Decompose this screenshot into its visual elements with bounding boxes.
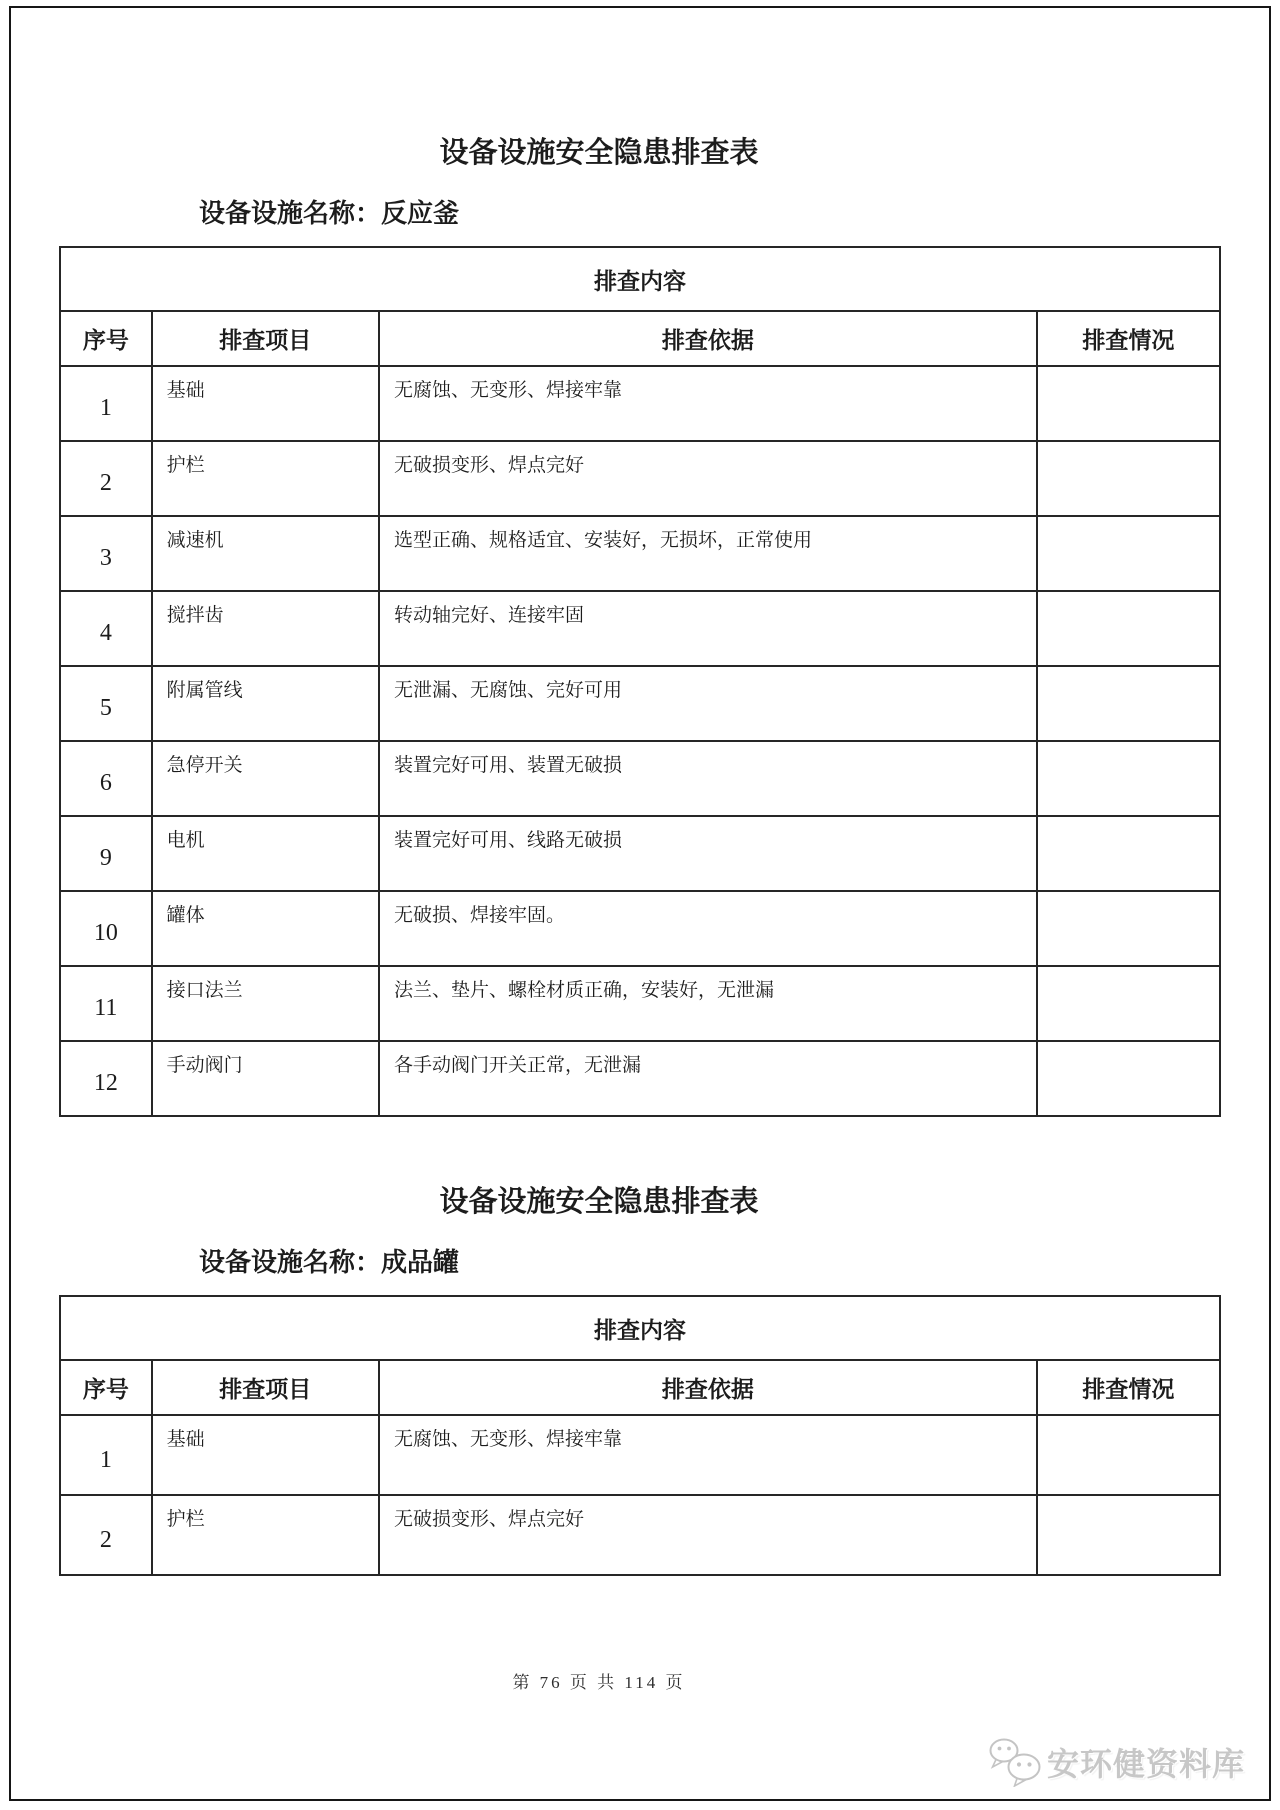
watermark (987, 1737, 1245, 1787)
form-title: 设备设施安全隐患排查表 (439, 137, 759, 169)
inspection-table (59, 1295, 1221, 1576)
serial-cell: 9 (60, 816, 152, 891)
item-cell: 急停开关 (152, 741, 379, 816)
table-row (60, 1495, 1220, 1575)
basis-cell: 无破损、焊接牢固。 (379, 891, 1037, 966)
item-cell: 减速机 (152, 516, 379, 591)
device-name-line (199, 1245, 1221, 1281)
basis-cell: 无破损变形、焊点完好 (379, 441, 1037, 516)
serial-cell: 2 (60, 1495, 152, 1575)
table-row (60, 516, 1220, 591)
basis-cell: 法兰、垫片、螺栓材质正确，安装好，无泄漏 (379, 966, 1037, 1041)
status-cell (1037, 441, 1220, 516)
device-name-label: 设备设施名称： (199, 1248, 382, 1277)
basis-cell: 装置完好可用、装置无破损 (379, 741, 1037, 816)
form-title-row (59, 1117, 1139, 1223)
item-cell: 搅拌齿 (152, 591, 379, 666)
section-header: 排查内容 (60, 247, 1220, 311)
item-cell: 接口法兰 (152, 966, 379, 1041)
basis-cell: 各手动阀门开关正常，无泄漏 (379, 1041, 1037, 1116)
table-row (60, 366, 1220, 441)
serial-cell: 3 (60, 516, 152, 591)
inspection-table (59, 246, 1221, 1117)
serial-cell: 1 (60, 366, 152, 441)
item-cell: 基础 (152, 366, 379, 441)
basis-cell: 无腐蚀、无变形、焊接牢靠 (379, 1415, 1037, 1495)
status-cell (1037, 591, 1220, 666)
column-header-status: 排查情况 (1037, 311, 1220, 366)
table-row (60, 966, 1220, 1041)
column-header-item: 排查项目 (152, 1360, 379, 1415)
table-row (60, 741, 1220, 816)
basis-cell: 无破损变形、焊点完好 (379, 1495, 1037, 1575)
table-row (60, 591, 1220, 666)
basis-cell: 转动轴完好、连接牢固 (379, 591, 1037, 666)
status-cell (1037, 366, 1220, 441)
item-cell: 护栏 (152, 441, 379, 516)
device-name-line (199, 196, 1221, 232)
inspection-form-product-tank (59, 1117, 1221, 1576)
serial-cell: 1 (60, 1415, 152, 1495)
status-cell (1037, 966, 1220, 1041)
item-cell: 罐体 (152, 891, 379, 966)
serial-cell: 2 (60, 441, 152, 516)
page-footer (59, 1668, 1139, 1693)
table-row (60, 816, 1220, 891)
form-title-row (59, 8, 1139, 174)
serial-cell: 5 (60, 666, 152, 741)
chat-bubbles-icon (987, 1737, 1043, 1787)
form-title: 设备设施安全隐患排查表 (439, 1186, 759, 1218)
item-cell: 附属管线 (152, 666, 379, 741)
status-cell (1037, 516, 1220, 591)
column-header-basis: 排查依据 (379, 311, 1037, 366)
table-row (60, 1415, 1220, 1495)
table-row (60, 666, 1220, 741)
column-header-serial: 序号 (60, 311, 152, 366)
table-row (60, 441, 1220, 516)
status-cell (1037, 666, 1220, 741)
column-header-serial: 序号 (60, 1360, 152, 1415)
table-row (60, 1041, 1220, 1116)
section-header: 排查内容 (60, 1296, 1220, 1360)
basis-cell: 无腐蚀、无变形、焊接牢靠 (379, 366, 1037, 441)
serial-cell: 4 (60, 591, 152, 666)
status-cell (1037, 816, 1220, 891)
section-header-row (60, 247, 1220, 311)
status-cell (1037, 1041, 1220, 1116)
serial-cell: 6 (60, 741, 152, 816)
item-cell: 基础 (152, 1415, 379, 1495)
column-header-status: 排查情况 (1037, 1360, 1220, 1415)
item-cell: 护栏 (152, 1495, 379, 1575)
document-page (9, 6, 1271, 1801)
column-header-basis: 排查依据 (379, 1360, 1037, 1415)
device-name-label: 设备设施名称： (199, 199, 382, 228)
status-cell (1037, 891, 1220, 966)
table-row (60, 891, 1220, 966)
status-cell (1037, 1495, 1220, 1575)
device-name-value: 反应釜 (381, 199, 460, 228)
item-cell: 手动阀门 (152, 1041, 379, 1116)
column-header-row (60, 1360, 1220, 1415)
status-cell (1037, 1415, 1220, 1495)
page-number: 第 76 页 共 114 页 (512, 1673, 686, 1692)
watermark-text: 安环健资料库 (1046, 1746, 1245, 1782)
basis-cell: 装置完好可用、线路无破损 (379, 816, 1037, 891)
column-header-item: 排查项目 (152, 311, 379, 366)
serial-cell: 10 (60, 891, 152, 966)
serial-cell: 11 (60, 966, 152, 1041)
column-header-row (60, 311, 1220, 366)
basis-cell: 选型正确、规格适宜、安装好，无损坏，正常使用 (379, 516, 1037, 591)
basis-cell: 无泄漏、无腐蚀、完好可用 (379, 666, 1037, 741)
serial-cell: 12 (60, 1041, 152, 1116)
inspection-form-reactor (59, 8, 1221, 1117)
item-cell: 电机 (152, 816, 379, 891)
status-cell (1037, 741, 1220, 816)
section-header-row (60, 1296, 1220, 1360)
device-name-value: 成品罐 (381, 1248, 460, 1277)
